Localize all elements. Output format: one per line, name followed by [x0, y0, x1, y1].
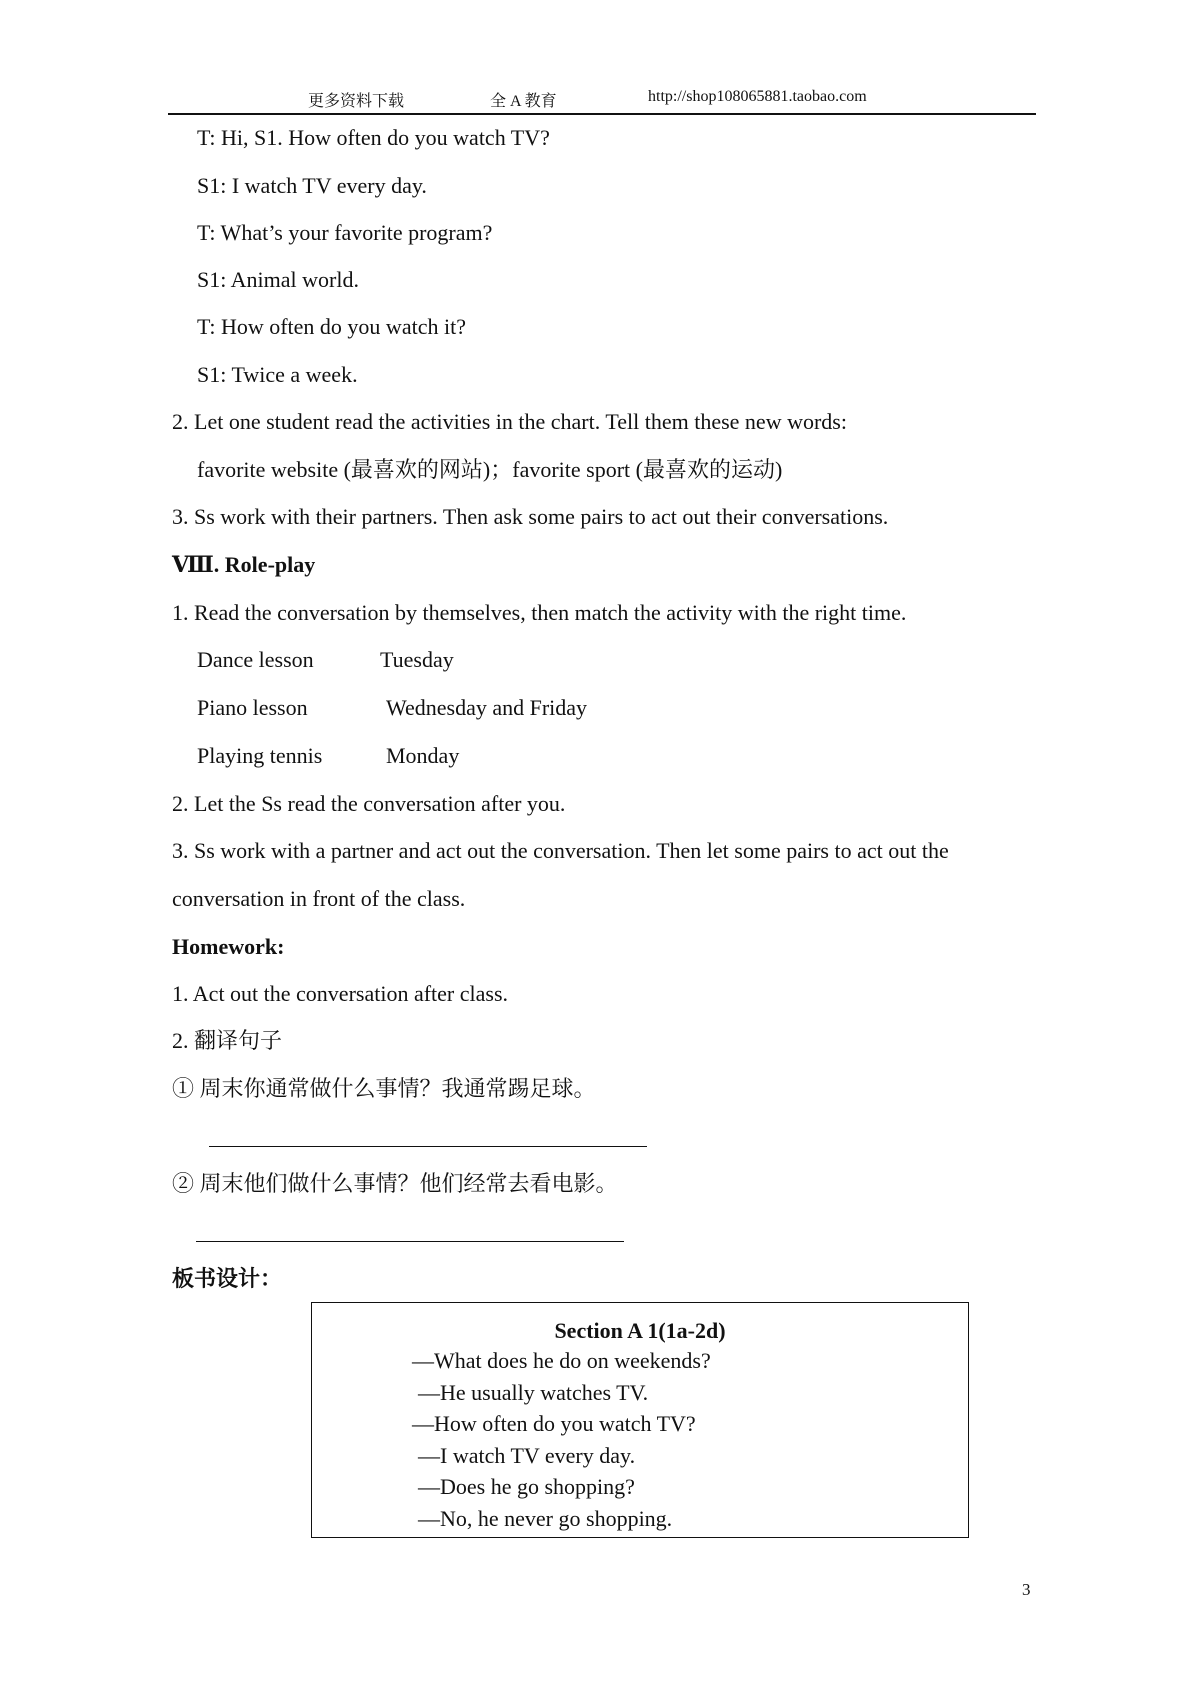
dialogue-line: T: Hi, S1. How often do you watch TV? — [197, 125, 550, 150]
answer-blank-2[interactable] — [196, 1241, 624, 1242]
match-time: Wednesday and Friday — [386, 695, 588, 720]
step-2-words: favorite website (最喜欢的网站)；favorite sport (最喜欢的运动) — [197, 457, 783, 482]
board-line: —How often do you watch TV? — [412, 1411, 696, 1436]
roleplay-step-2: 2. Let the Ss read the conversation after you. — [172, 791, 566, 816]
roleplay-step-3: 3. Ss work with a partner and act out the conversation. Then let some pairs to act out the — [172, 838, 949, 863]
board-title: Section A 1(1a-2d) — [554, 1318, 726, 1343]
step-3-text: 3. Ss work with their partners. Then ask some pairs to act out their conversations. — [172, 504, 889, 529]
board-line: —I watch TV every day. — [418, 1443, 636, 1468]
board-line: —No, he never go shopping. — [418, 1506, 673, 1531]
page-number: 3 — [1022, 1580, 1031, 1599]
header-download-text: 更多资料下载 — [308, 93, 405, 110]
page-header — [168, 83, 1036, 115]
header-brand: 全 A 教育 — [490, 93, 557, 110]
match-activity: Piano lesson — [197, 695, 308, 720]
board-line: —Does he go shopping? — [418, 1474, 635, 1499]
roleplay-step-1: 1. Read the conversation by themselves, then match the activity with the right time. — [172, 600, 907, 625]
board-line: —What does he do on weekends? — [412, 1348, 711, 1373]
match-row — [197, 646, 454, 674]
roleplay-step-3-cont: conversation in front of the class. — [172, 886, 466, 911]
match-time: Tuesday — [380, 647, 454, 672]
match-activity: Dance lesson — [197, 647, 314, 672]
dialogue-line: S1: Animal world. — [197, 267, 359, 292]
step-2-text: 2. Let one student read the activities in the chart. Tell them these new words: — [172, 409, 847, 434]
match-activity: Playing tennis — [197, 743, 323, 768]
homework-item-1: 1. Act out the conversation after class. — [172, 981, 509, 1006]
match-row — [197, 694, 588, 722]
homework-item-2: 2. 翻译句子 — [172, 1028, 283, 1053]
homework-heading: Homework: — [172, 934, 285, 959]
board-design-box — [311, 1302, 969, 1538]
translation-question-2: ② 周末他们做什么事情？他们经常去看电影。 — [172, 1171, 618, 1196]
board-line: —He usually watches TV. — [418, 1380, 649, 1405]
dialogue-line: T: What’s your favorite program? — [197, 220, 493, 245]
section-heading-roleplay: Ⅷ. Role-play — [172, 552, 316, 577]
translation-question-1: ① 周末你通常做什么事情？我通常踢足球。 — [172, 1076, 596, 1101]
dialogue-line: S1: Twice a week. — [197, 362, 358, 387]
dialogue-line: T: How often do you watch it? — [197, 314, 466, 339]
dialogue-line: S1: I watch TV every day. — [197, 173, 427, 198]
board-design-heading: 板书设计： — [172, 1266, 283, 1291]
answer-blank-1[interactable] — [209, 1146, 647, 1147]
match-row — [197, 742, 460, 770]
header-url-link[interactable]: http://shop108065881.taobao.com — [648, 88, 867, 105]
match-time: Monday — [386, 743, 460, 768]
